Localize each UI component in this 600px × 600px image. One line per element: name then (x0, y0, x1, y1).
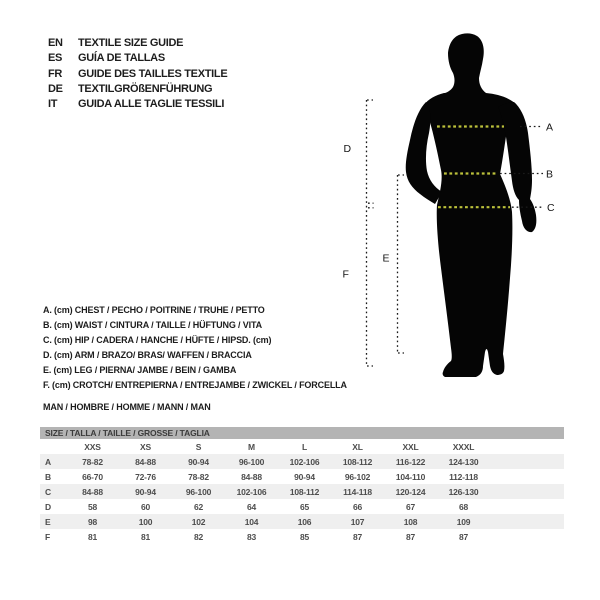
guide-title-text: GUIDE DES TAILLES TEXTILE (78, 67, 228, 80)
size-table-row (40, 469, 564, 484)
guide-title-text: TEXTILE SIZE GUIDE (78, 37, 184, 49)
size-cell: 72-76 (135, 471, 156, 482)
measure-row-label: F (45, 531, 50, 542)
size-cell: 120-124 (395, 486, 426, 497)
size-column-header: M (248, 441, 255, 452)
size-cell: 62 (193, 501, 204, 512)
guide-title-text: GUIDA ALLE TAGLIE TESSILI (78, 98, 225, 111)
size-cell: 100 (138, 516, 153, 527)
size-cell: 108-112 (342, 456, 373, 467)
figure-label-leg: E (382, 252, 390, 265)
man-silhouette (406, 33, 537, 377)
figure-label-hip: C (547, 202, 555, 214)
size-cell: 126-130 (448, 486, 479, 497)
legend-line: E. (cm) LEG / PIERNA/ JAMBE / BEIN / GAMBA (43, 365, 237, 375)
size-cell: 87 (458, 531, 469, 542)
measure-row-label: D (45, 501, 51, 512)
legend-line: B. (cm) WAIST / CINTURA / TAILLE / HÜFTUNG / VITA (43, 320, 262, 330)
size-table-filler (490, 469, 564, 484)
size-cell: 87 (405, 531, 416, 542)
size-cell: 60 (140, 501, 151, 512)
language-code: FR (48, 67, 63, 80)
size-table-filler (490, 454, 564, 469)
size-table-title: SIZE / TALLA / TAILLE / GROSSE / TAGLIA (40, 427, 564, 439)
size-cell: 108 (403, 516, 418, 527)
size-cell: 66-70 (82, 471, 103, 482)
size-cell: 87 (352, 531, 363, 542)
size-cell: 96-102 (344, 471, 371, 482)
size-cell: 104-110 (395, 471, 426, 482)
size-cell: 108-112 (289, 486, 320, 497)
size-table-filler (490, 484, 564, 499)
size-cell: 58 (87, 501, 98, 512)
legend-line: C. (cm) HIP / CADERA / HANCHE / HÜFTE / HIPSD. (cm) (43, 335, 272, 345)
language-row (48, 36, 227, 51)
size-cell: 90-94 (135, 486, 156, 497)
legend-line: A. (cm) CHEST / PECHO / POITRINE / TRUHE / PETTO (43, 305, 265, 315)
size-cell: 84-88 (135, 456, 156, 467)
size-table (40, 427, 564, 544)
size-table-row (40, 514, 564, 529)
size-cell: 112-118 (449, 471, 478, 482)
size-table-filler (490, 514, 564, 529)
gender-line: MAN / HOMBRE / HOMME / MANN / MAN (43, 402, 211, 412)
size-cell: 78-82 (82, 456, 103, 467)
size-table-corner-cell (40, 439, 66, 454)
language-code: EN (48, 37, 63, 49)
guide-title-text: TEXTILGRÖßENFÜHRUNG (78, 82, 213, 95)
figure-label-chest: A (546, 121, 554, 134)
size-cell: 83 (246, 531, 257, 542)
size-cell: 102 (191, 516, 206, 527)
size-column-header: XXXL (452, 441, 475, 452)
measure-row-label: A (45, 456, 51, 467)
size-column-header: XXL (402, 441, 419, 452)
size-cell: 109 (456, 516, 471, 527)
measure-row-label: E (45, 516, 51, 527)
size-column-header: XL (352, 441, 363, 452)
measurement-legend (43, 303, 347, 415)
size-table-row (40, 529, 564, 544)
size-cell: 98 (87, 516, 98, 527)
language-row (48, 97, 227, 112)
language-row (48, 67, 227, 82)
size-table-filler (490, 439, 564, 454)
size-column-header: XXS (84, 441, 101, 452)
size-cell: 84-88 (82, 486, 103, 497)
body-measurement-figure (340, 25, 570, 395)
size-cell: 81 (140, 531, 151, 542)
size-cell: 102-106 (236, 486, 267, 497)
figure-label-arm: D (343, 143, 352, 155)
guide-title-text: GUÍA DE TALLAS (78, 52, 165, 65)
legend-lines (43, 303, 347, 393)
language-row (48, 51, 227, 66)
size-table-row (40, 454, 564, 469)
title-language-list (48, 36, 227, 112)
size-cell: 114-118 (343, 486, 372, 497)
size-table-filler (490, 499, 564, 514)
size-cell: 90-94 (188, 456, 209, 467)
language-row (48, 82, 227, 97)
size-cell: 81 (87, 531, 98, 542)
language-code: DE (48, 82, 63, 95)
size-cell: 116-122 (395, 456, 426, 467)
size-cell: 64 (246, 501, 257, 512)
measure-row-label: C (45, 486, 51, 497)
size-column-header: S (195, 441, 202, 452)
size-table-row (40, 499, 564, 514)
legend-line: D. (cm) ARM / BRAZO/ BRAS/ WAFFEN / BRACCIA (43, 350, 252, 360)
size-table-filler (490, 529, 564, 544)
size-column-header: XS (140, 441, 151, 452)
legend-line: F. (cm) CROTCH/ ENTREPIERNA / ENTREJAMBE / ZWICKEL / FORCELLA (43, 380, 347, 390)
size-cell: 82 (193, 531, 204, 542)
language-code: IT (48, 98, 58, 111)
language-code: ES (48, 52, 63, 65)
size-cell: 96-100 (238, 456, 265, 467)
size-cell: 104 (244, 516, 259, 527)
size-cell: 107 (350, 516, 365, 527)
size-cell: 96-100 (185, 486, 212, 497)
size-cell: 67 (405, 501, 416, 512)
size-cell: 68 (458, 501, 469, 512)
measure-row-label: B (45, 471, 51, 482)
size-cell: 78-82 (188, 471, 209, 482)
size-cell: 84-88 (241, 471, 262, 482)
size-table-header-row (40, 439, 564, 454)
size-cell: 106 (297, 516, 312, 527)
size-cell: 90-94 (294, 471, 315, 482)
figure-label-waist: B (546, 168, 554, 181)
size-cell: 65 (299, 501, 310, 512)
size-column-header: L (302, 441, 307, 452)
size-cell: 124-130 (448, 456, 479, 467)
size-cell: 102-106 (289, 456, 320, 467)
size-cell: 66 (352, 501, 363, 512)
size-table-row (40, 484, 564, 499)
figure-label-crotch: F (342, 268, 349, 281)
size-cell: 85 (299, 531, 310, 542)
size-table-grid (40, 439, 564, 544)
